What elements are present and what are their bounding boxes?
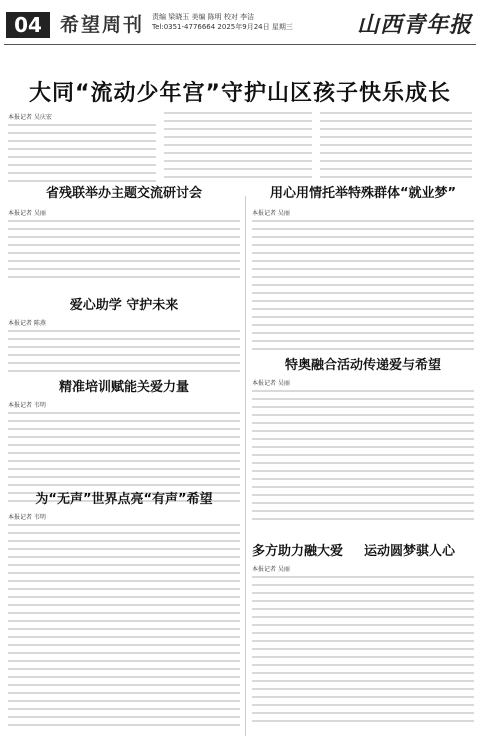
lead-column-3 [320, 112, 472, 184]
article-title-4: 特奥融合活动传递爱与希望 [284, 358, 441, 373]
article-6-body [8, 512, 240, 732]
article-title-8: 运动圆梦骐人心 [364, 544, 456, 559]
article-3-byline: 本报记者 陈燕 [8, 320, 46, 327]
article-title-3: 爱心助学 守护未来 [69, 298, 179, 313]
article-6-byline: 本报记者 韦明 [8, 514, 46, 521]
lead-column-2 [164, 112, 312, 184]
article-7-byline: 本报记者 吴丽 [252, 566, 290, 573]
editors-line-1: 责编 梁晓玉 美编 陈明 校对 李洁 [152, 13, 255, 21]
editors-line-2: Tel:0351-4776664 2025年9月24日 星期三 [152, 23, 293, 31]
article-title-5: 精准培训赋能关爱力量 [58, 380, 189, 395]
masthead [4, 4, 476, 45]
article-1-byline: 本报记者 吴丽 [8, 210, 46, 217]
article-title-1: 省残联举办主题交流研讨会 [45, 186, 202, 201]
page-number: 04 [6, 12, 50, 38]
article-4-body [252, 378, 474, 526]
editors-info [152, 12, 293, 32]
lead-column-1 [8, 112, 156, 188]
section-title: 希望周刊 [60, 14, 145, 36]
lead-byline: 本报记者 吴庆宏 [8, 114, 52, 121]
article-2-body [252, 208, 474, 356]
article-1-body [8, 208, 240, 284]
article-title-2: 用心用情托举特殊群体“就业梦” [269, 186, 457, 201]
main-headline: 大同“流动少年宫”守护山区孩子快乐成长 [29, 81, 451, 106]
article-7-body [252, 564, 474, 728]
article-title-7: 多方助力融大爱 [252, 544, 344, 559]
article-4-byline: 本报记者 吴丽 [252, 380, 290, 387]
article-2-byline: 本报记者 吴丽 [252, 210, 290, 217]
article-title-6: 为“无声”世界点亮“有声”希望 [35, 492, 213, 507]
article-3-body [8, 318, 240, 378]
article-5-byline: 本报记者 韦明 [8, 402, 46, 409]
newspaper-logo: 山西青年报 [356, 12, 472, 38]
column-divider [245, 196, 246, 736]
